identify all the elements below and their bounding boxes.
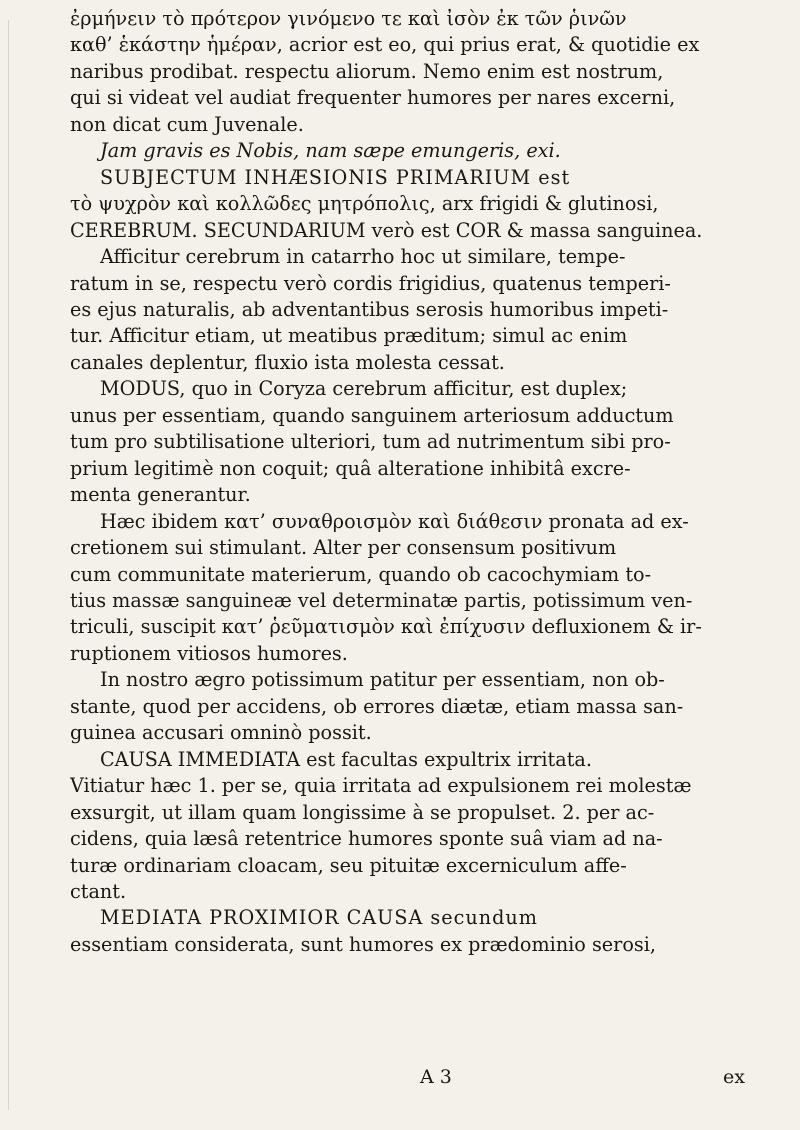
text-line: τὸ ψυχρὸν καὶ κολλῶδες μητρόπολις, arx frigidi & glutinosi, <box>70 192 659 216</box>
text-line: exsurgit, ut illam quam longissime à se propulset. 2. per ac- <box>70 800 655 824</box>
text-line: ruptionem vitiosos humores. <box>70 641 348 665</box>
section-heading-causa-mediata: MEDIATA PROXIMIOR CAUSA secundum <box>100 906 538 930</box>
text-line: menta generantur. <box>70 483 251 507</box>
text-line: guinea accusari omninò possit. <box>70 721 372 745</box>
text-line: triculi, suscipit κατ’ ῥεῦματισμὸν καὶ ἐπίχυσιν defluxionem & ir- <box>70 615 702 639</box>
text-line: In nostro ægro potissimum patitur per essentiam, non ob- <box>100 668 665 692</box>
text-line: tur. Afficitur etiam, ut meatibus præditum; simul ac enim <box>70 324 628 348</box>
text-line: naribus prodibat. respectu aliorum. Nemo enim est nostrum, <box>70 59 664 83</box>
text-line: ἐρμήνειν τὸ πρότερον γινόμενο τε καὶ ἰσὸν ἐκ τῶν ῥινῶν <box>70 7 627 30</box>
text-line: non dicat cum Juvenale. <box>70 112 304 136</box>
text-line: cum communitate materierum, quando ob cacochymiam to- <box>70 562 652 586</box>
text-line: qui si videat vel audiat frequenter humores per nares excerni, <box>70 86 676 110</box>
quotation-line: Jam gravis es Nobis, nam sæpe emungeris, exi. <box>100 139 561 163</box>
text-line: cidens, quia læsâ retentrice humores sponte suâ viam ad na- <box>70 827 663 851</box>
catchword: ex <box>723 1066 745 1088</box>
text-line: καθ’ ἑκάστην ἡμέραν, acrior est eo, qui prius erat, & quotidie ex <box>70 33 700 57</box>
section-heading-modus: MODUS, quo in Coryza cerebrum afficitur, est duplex; <box>100 377 628 401</box>
text-line: stante, quod per accidens, ob errores diætæ, etiam massa san- <box>70 694 684 718</box>
page-body <box>70 6 765 958</box>
text-line: cretionem sui stimulant. Alter per consensum positivum <box>70 536 617 560</box>
text-line: es ejus naturalis, ab adventantibus serosis humoribus impeti- <box>70 297 669 321</box>
text-line: tum pro subtilisatione ulteriori, tum ad nutrimentum sibi pro- <box>70 430 671 454</box>
text-line: essentiam considerata, sunt humores ex prædominio serosi, <box>70 932 656 956</box>
section-heading-subjectum: SUBJECTUM INHÆSIONIS PRIMARIUM est <box>100 165 571 189</box>
signature-mark: A 3 <box>420 1066 452 1088</box>
text-line: turæ ordinariam cloacam, seu pituitæ excerniculum affe- <box>70 853 627 877</box>
text-line: Afficitur cerebrum in catarrho hoc ut similare, tempe- <box>100 245 626 269</box>
section-heading-causa-immediata: CAUSA IMMEDIATA est facultas expultrix irritata. <box>100 747 592 771</box>
text-line: Hæc ibidem κατ’ συναθροισμὸν καὶ διάθεσιν pronata ad ex- <box>100 509 689 533</box>
text-line: ctant. <box>70 879 127 903</box>
text-line: ratum in se, respectu verò cordis frigidius, quatenus temperi- <box>70 271 671 295</box>
text-line: canales deplentur, fluxio ista molesta cessat. <box>70 350 505 374</box>
text-line: unus per essentiam, quando sanguinem arteriosum adductum <box>70 403 674 427</box>
text-line: Vitiatur hæc 1. per se, quia irritata ad expulsionem rei molestæ <box>70 774 692 798</box>
text-line: tius massæ sanguineæ vel determinatæ partis, potissimum ven- <box>70 588 693 612</box>
text-line: CEREBRUM. SECUNDARIUM verò est COR & massa sanguinea. <box>70 218 703 242</box>
text-line: prium legitimè non coquit; quâ alteratione inhibitâ excre- <box>70 456 631 480</box>
gutter-shadow <box>8 20 9 1110</box>
